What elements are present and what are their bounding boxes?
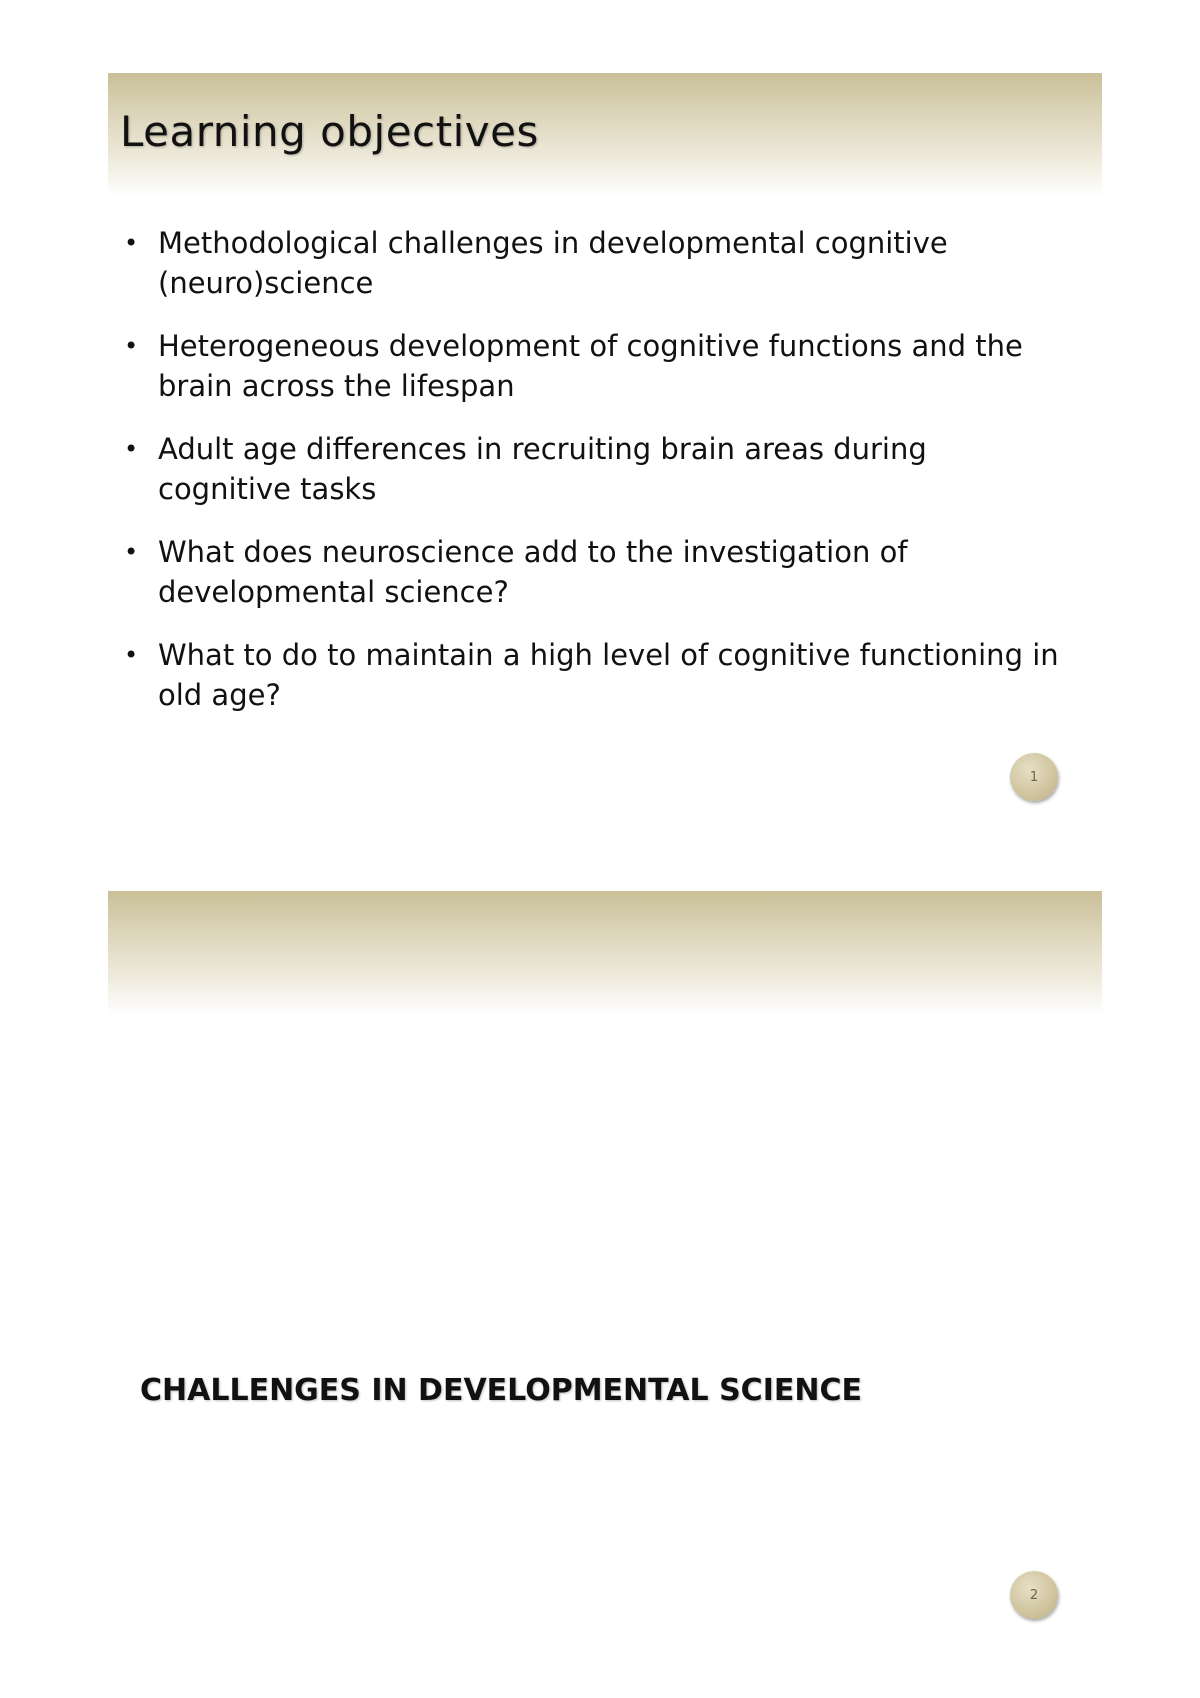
bullet-icon: • [124, 332, 139, 360]
bullet-icon: • [124, 538, 139, 566]
bullet-item [120, 429, 1060, 509]
bullet-item [120, 326, 1060, 406]
slide-title: Learning objectives [120, 107, 539, 156]
slide-2 [108, 891, 1102, 1636]
bullet-text: Adult age differences in recruiting brain areas during cognitive tasks [158, 432, 927, 506]
bullet-list [120, 223, 1060, 738]
bullet-item [120, 532, 1060, 612]
bullet-icon: • [124, 641, 139, 669]
page-number-badge: 2 [1010, 1571, 1058, 1619]
bullet-item [120, 223, 1060, 303]
bullet-text: Heterogeneous development of cognitive functions and the brain across the lifespan [158, 329, 1023, 403]
bullet-text: What does neuroscience add to the investigation of developmental science? [158, 535, 908, 609]
page-number-badge: 1 [1010, 753, 1058, 801]
bullet-text: Methodological challenges in developmental cognitive (neuro)science [158, 226, 948, 300]
section-title: CHALLENGES IN DEVELOPMENTAL SCIENCE [140, 1373, 862, 1408]
bullet-icon: • [124, 229, 139, 257]
slide-header-band [108, 891, 1102, 1015]
bullet-item [120, 635, 1060, 715]
slide-1 [108, 73, 1102, 818]
bullet-icon: • [124, 435, 139, 463]
bullet-text: What to do to maintain a high level of cognitive functioning in old age? [158, 638, 1059, 712]
